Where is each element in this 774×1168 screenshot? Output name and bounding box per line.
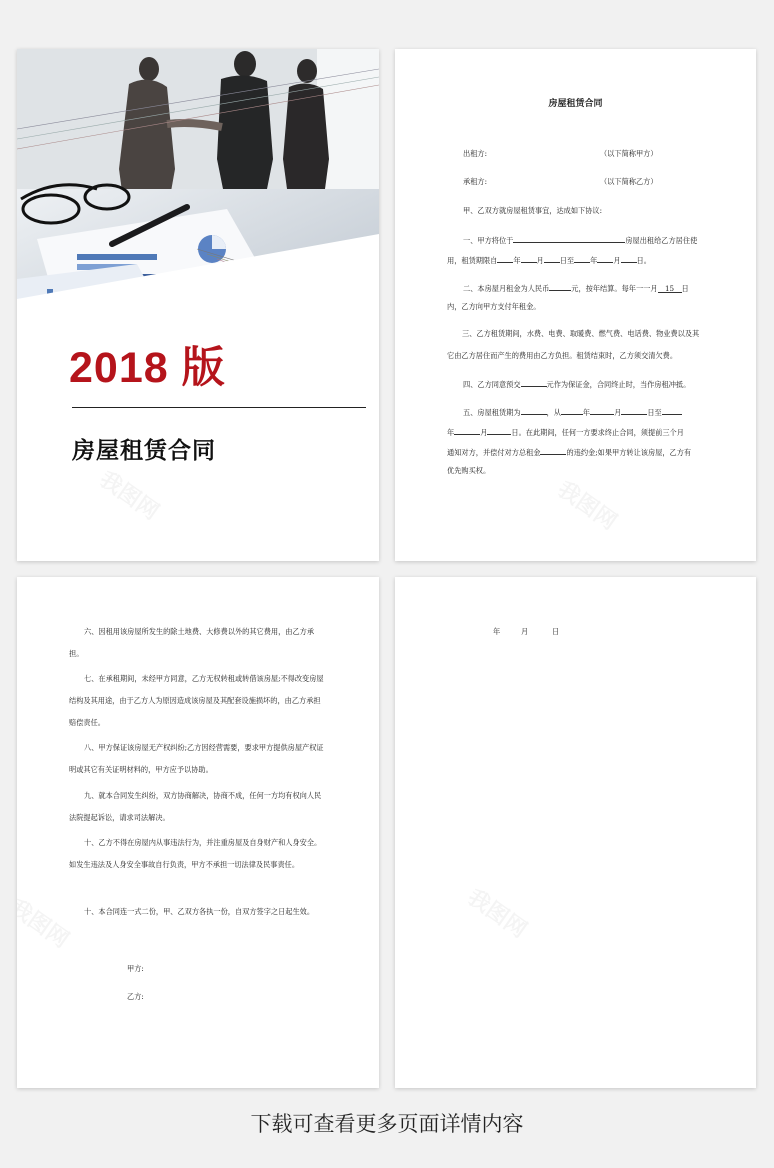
contract-page-2: [17, 577, 379, 1088]
clause-1-line-1: 一、甲方将位于 房屋出租给乙方居住使: [463, 236, 698, 245]
clause-5-line-4: 优先购买权。: [447, 466, 491, 475]
contract-title: 房屋租赁合同: [548, 99, 603, 109]
sign-month: 月: [521, 627, 529, 636]
cover-title: 房屋租赁合同: [72, 438, 216, 464]
cover-divider: [72, 407, 366, 408]
sign-day: 日: [552, 627, 560, 636]
cover-year: 2018 版: [69, 344, 226, 392]
tenant-label: 承租方:: [463, 177, 487, 186]
cover-page: [17, 49, 379, 561]
watermark: [552, 473, 624, 536]
contract-page-1: [395, 49, 756, 561]
clause-1-line-2: 用，租赁期限自 年 月 日至 年 月 日。: [447, 256, 651, 265]
clause-5-line-1: 五、房屋租赁期为 ，从 年 月 日至: [463, 406, 682, 418]
clause-7: 七、在承租期间，未经甲方同意，乙方无权转租或转借该房屋;不得改变房屋结构及其用途，由于乙方人为原因造成该房屋及其配套设施损坏的，由乙方承担赔偿责任。: [69, 674, 324, 727]
contract-page-3: [395, 577, 756, 1088]
footer-caption: 下载可查看更多页面详情内容: [250, 1112, 524, 1136]
watermark: [94, 463, 166, 526]
watermark: [462, 881, 534, 944]
clause-9: 九、就本合同发生纠纷，双方协商解决，协商不成，任何一方均有权向人民法院提起诉讼，请求司法解决。: [69, 791, 322, 822]
business-handshake-photo: [17, 49, 379, 349]
tenant-note: （以下简称乙方）: [600, 177, 658, 186]
clause-8: 八、甲方保证该房屋无产权纠纷;乙方因经营需要，要求甲方提供房屋产权证明或其它有关证明材料的，甲方应予以协助。: [69, 743, 324, 774]
clause-10: 十、乙方不得在房屋内从事违法行为，并注重房屋及自身财产和人身安全。如发生违法及人身安全事故自行负责，甲方不承担一切法律及民事责任。: [69, 838, 322, 869]
landlord-note: （以下简称甲方）: [600, 149, 658, 158]
clause-3: 三、乙方租赁期间，水费、电费、取暖费、燃气费、电话费、物业费以及其它由乙方居住而产生的费用由乙方负担。租赁结束时，乙方须交清欠费。: [447, 329, 700, 360]
party-a-signature: 甲方:: [127, 964, 144, 973]
party-b-signature: 乙方:: [127, 992, 144, 1001]
landlord-label: 出租方:: [463, 149, 487, 158]
clause-2-line-2: 内，乙方向甲方支付年租金。: [447, 302, 541, 311]
clause-4: 四、乙方同意预交 元作为保证金，合同终止时，当作房租冲抵。: [463, 380, 691, 389]
clause-5-line-2: 年 月 日。在此期间，任何一方要求终止合同，须提前三个月: [447, 428, 684, 437]
intro-text: 甲、乙双方就房屋租赁事宜，达成如下协议:: [463, 206, 602, 215]
watermark: [17, 891, 76, 954]
sign-year: 年: [493, 627, 501, 636]
clause-11: 十、本合同连一式二份，甲、乙双方各执一份，自双方签字之日起生效。: [84, 907, 315, 916]
clause-2-line-1: 二、本房屋月租金为人民币 元，按年结算。每年一一月 15 日: [463, 284, 689, 293]
clause-6: 六、因租用该房屋所发生的除土地费、大修费以外的其它费用，由乙方承担。: [69, 627, 315, 658]
clause-5-line-3: 通知对方，并偿付对方总租金 的违约金;如果甲方转让该房屋，乙方有: [447, 448, 692, 457]
